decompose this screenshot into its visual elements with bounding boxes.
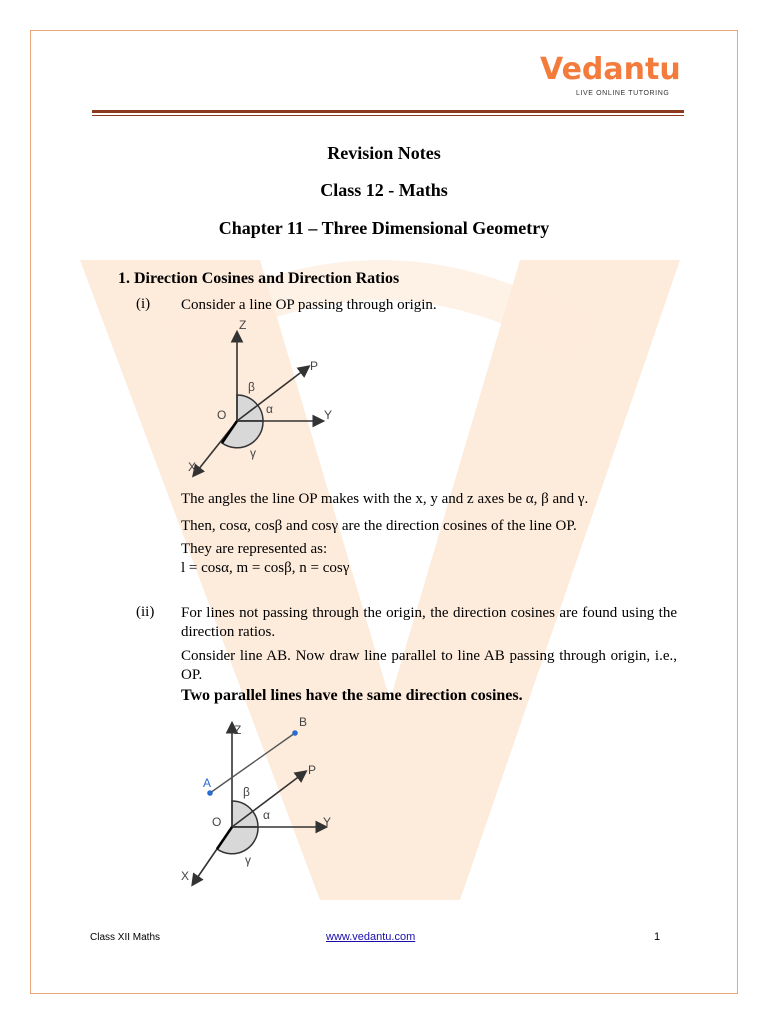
footer-class: Class XII Maths (90, 932, 161, 943)
item-2-bold-statement (181, 686, 677, 706)
footer-website-link[interactable]: www.vedantu.com (326, 931, 416, 943)
diagram-line-ab (175, 712, 350, 892)
diagram2-label-beta: β (243, 785, 250, 799)
class-subtitle: Class 12 - Maths (320, 180, 448, 200)
item-2-bold-text: Two parallel lines have the same direction cosines. (181, 687, 523, 704)
footer-page-number: 1 (654, 931, 661, 943)
diagram2-label-o: O (212, 815, 222, 829)
diagram1-label-y: Y (324, 408, 333, 422)
header-rule (92, 110, 684, 113)
item-1-formula: l = cosα, m = cosβ, n = cosγ (181, 560, 350, 576)
diagram1-label-z: Z (239, 318, 247, 332)
item-1-angles-text: The angles the line OP makes with the x, y and z axes be α, β and γ. (181, 491, 589, 507)
diagram1-label-beta: β (248, 380, 255, 394)
item-1-intro: Consider a line OP passing through origin. (181, 297, 437, 313)
diagram2-label-b: B (299, 715, 308, 729)
chapter-title: Chapter 11 – Three Dimensional Geometry (218, 218, 550, 238)
diagram2-label-alpha: α (263, 808, 270, 822)
item-2-number: (ii) (136, 604, 155, 620)
item-1-cosines-text: Then, cosα, cosβ and cosγ are the direction cosines of the line OP. (181, 518, 577, 534)
diagram1-label-o: O (217, 408, 227, 422)
diagram1-label-gamma: γ (250, 446, 256, 460)
diagram1-label-alpha: α (266, 402, 273, 416)
item-1-number: (i) (136, 296, 151, 312)
page-title: Revision Notes (327, 143, 441, 163)
item-2-paragraph-1: For lines not passing through the origin, the direction cosines are found using the direction ratios. (181, 605, 677, 640)
diagram1-label-x: X (188, 460, 197, 474)
logo-tagline: LIVE ONLINE TUTORING (576, 90, 670, 97)
diagram2-label-y: Y (323, 815, 332, 829)
diagram2-label-z: Z (234, 723, 242, 737)
section-heading: 1. Direction Cosines and Direction Ratios (118, 270, 400, 287)
header-rule-thin (92, 115, 684, 116)
item-2-paragraph-2: Consider line AB. Now draw line parallel to line AB passing through origin, i.e., OP. (181, 648, 677, 683)
diagram1-label-p: P (310, 359, 319, 373)
diagram2-label-gamma: γ (245, 853, 251, 867)
diagram2-label-a: A (203, 776, 212, 790)
diagram-line-op (180, 315, 340, 480)
logo-brand: Vedantu (540, 52, 681, 87)
diagram2-label-p: P (308, 763, 317, 777)
item-1-represented-text: They are represented as: (181, 541, 328, 557)
diagram2-label-x: X (181, 869, 190, 883)
vedantu-logo (540, 52, 680, 100)
